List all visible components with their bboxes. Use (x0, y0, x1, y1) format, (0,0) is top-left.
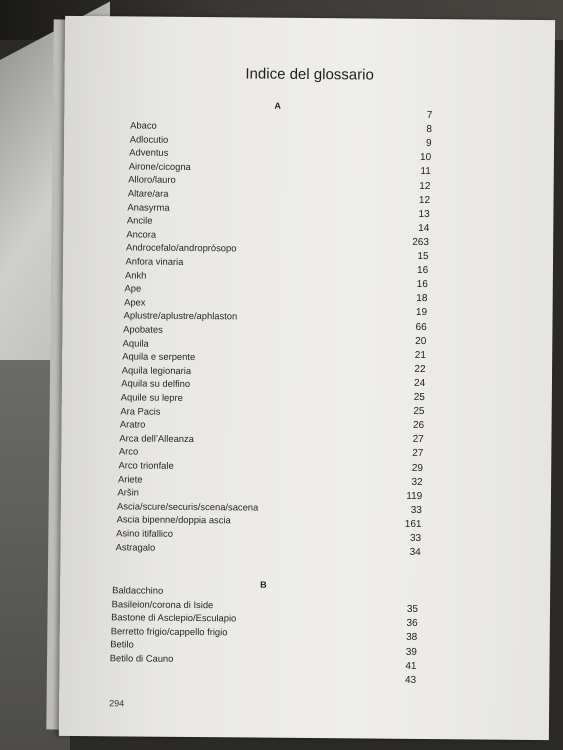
index-page-number: 22 (414, 363, 426, 375)
index-entry: Ascia bipenne/doppia ascia (116, 513, 231, 526)
index-entry: Basileion/corona di Iside (111, 597, 214, 610)
index-page-number: 27 (412, 448, 424, 460)
index-entry: Ara Pacis (120, 404, 161, 417)
index-entry: Anasyrma (127, 201, 170, 213)
index-entry: Aquila su delfino (121, 377, 191, 390)
index-page-number: 26 (412, 420, 425, 432)
section-letter: B (260, 579, 267, 590)
index-page-number: 13 (418, 208, 430, 220)
index-entry: Alloro/lauro (128, 173, 176, 186)
index-page-number: 29 (411, 462, 424, 474)
index-entry: Apex (124, 296, 146, 308)
index-page-number: 36 (406, 618, 418, 630)
index-page-number: 20 (415, 335, 427, 347)
index-entry: Aratro (119, 418, 146, 430)
index-entry: Astragalo (115, 540, 156, 553)
index-entry: Arca dell’Alleanza (119, 432, 194, 444)
index-entry: Airone/cicogna (128, 160, 191, 172)
index-entry: Ascia/scure/securis/scena/sacena (117, 500, 259, 513)
index-entry: Apobates (123, 323, 163, 335)
index-page-number: 15 (417, 250, 429, 263)
index-entry: Adlocutio (129, 133, 169, 145)
index-page-number: 12 (418, 194, 431, 206)
section-letter: A (274, 100, 281, 111)
index-page-number: 41 (405, 660, 417, 672)
index-page-number: 16 (417, 265, 429, 277)
index-page-number: 25 (413, 406, 425, 418)
index-page-number: 161 (404, 518, 422, 530)
book-page (59, 16, 555, 740)
page-number: 294 (109, 698, 125, 709)
index-page-number: 119 (406, 490, 423, 502)
page-title: Indice del glossario (245, 65, 374, 84)
index-page-number: 27 (412, 434, 424, 446)
index-page-number: 39 (405, 646, 417, 658)
index-entry: Baldacchino (112, 584, 164, 596)
index-entry: Altare/ara (127, 187, 169, 199)
index-entry: Bastone di Asclepio/Esculapio (111, 611, 237, 624)
index-entry: Ape (124, 282, 142, 294)
index-page-number: 38 (406, 632, 418, 644)
index-page-number: 35 (406, 603, 419, 615)
index-page-number: 12 (419, 180, 431, 192)
index-entry: Aquila legionaria (121, 364, 192, 376)
index-entry: Arco (118, 445, 139, 457)
index-page-number: 24 (414, 377, 426, 389)
index-page-number: 43 (404, 674, 417, 686)
index-page-number: 8 (426, 124, 432, 136)
index-entry: Androcefalo/androprósopo (125, 241, 237, 254)
index-entry: Ancora (126, 228, 157, 240)
index-page-number: 32 (411, 476, 423, 488)
index-page-number: 11 (420, 166, 431, 178)
index-entry: Betilo di Cauno (109, 651, 174, 664)
index-entry: Anfora vinaria (125, 255, 184, 267)
index-entry: Betilo (110, 638, 134, 650)
index-entry: Ancile (126, 214, 153, 226)
index-page-number: 19 (415, 307, 428, 319)
index-entry: Ankh (124, 269, 147, 281)
index-entry: Abaco (130, 119, 157, 131)
index-entry: Aplustre/aplustre/aphlaston (123, 309, 238, 322)
index-page-number: 21 (414, 349, 427, 361)
index-entry: Berretto frigio/cappello frigio (110, 624, 228, 637)
index-page-number: 7 (426, 110, 433, 122)
index-page-number: 263 (412, 236, 429, 248)
index-entry: Aquila e serpente (122, 350, 196, 363)
index-page-number: 14 (418, 222, 430, 234)
index-page-number: 16 (416, 279, 428, 291)
index-page-number: 33 (410, 504, 422, 516)
index-page-number: 33 (409, 532, 422, 545)
index-page-number: 25 (413, 391, 425, 404)
index-entry: Aquila (122, 336, 149, 349)
index-entry: Aršin (117, 486, 139, 498)
index-entry: Arco trionfale (118, 459, 174, 471)
index-entry: Aquile su lepre (120, 391, 183, 403)
index-page-number: 9 (425, 138, 432, 150)
index-page-number: 34 (409, 546, 421, 559)
index-page-number: 18 (416, 293, 428, 305)
index-page-number: 66 (415, 321, 427, 333)
index-entry: Asino itifallico (116, 527, 173, 539)
index-entry: Ariete (117, 472, 143, 485)
index-entry: Adventus (129, 146, 169, 158)
index-page-number: 10 (420, 152, 432, 164)
